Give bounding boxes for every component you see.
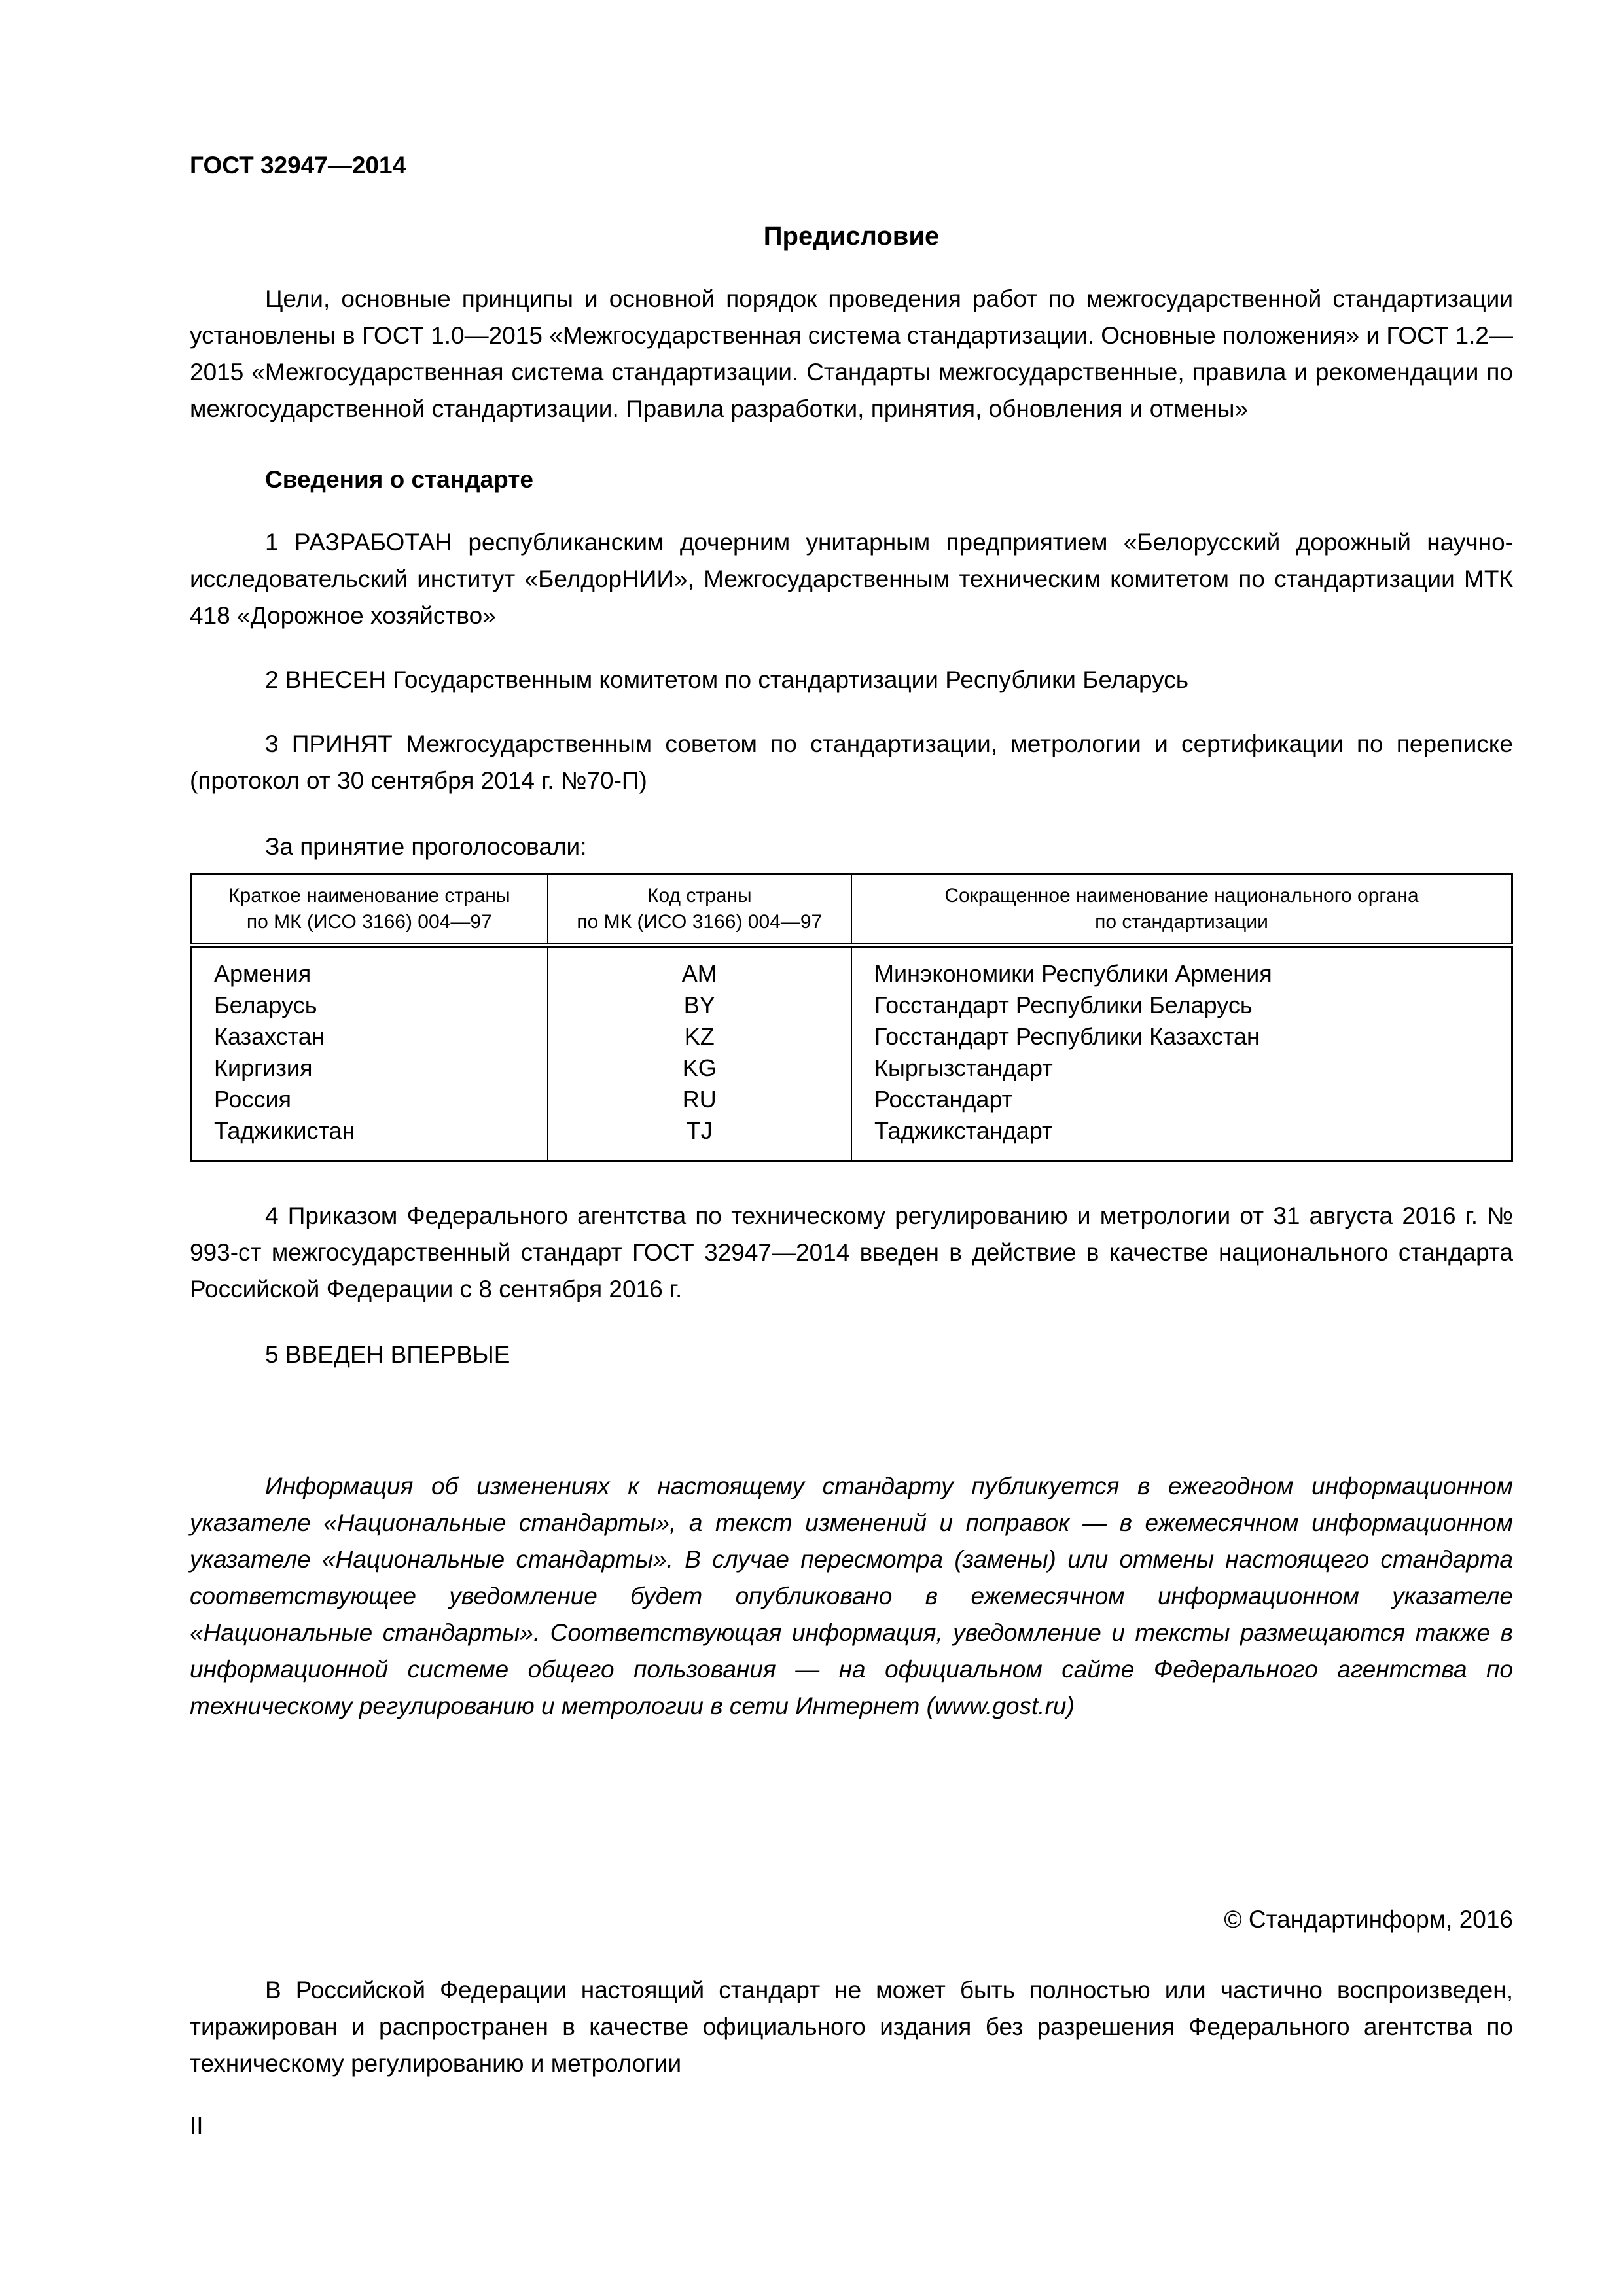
col-header-code-line2: по МК (ИСО 3166) 004—97 xyxy=(577,911,823,933)
col-header-org-line2: по стандартизации xyxy=(1095,911,1268,933)
col-header-org-line1: Сокращенное наименование национального органа xyxy=(944,885,1419,906)
intro-paragraph: Цели, основные принципы и основной порядок проведения работ по межгосударственной стандартизации установлены в ГОСТ 1.0—2015 «Межгосударственная система стандартизации. Основные положения» и ГОСТ 1.2—2015 «Межгосударственная система стандартизации. Стандарты межгосударственные, правила и рекомендации по межгосударственной стандартизации. Правила разработки, принятия, обновления и отмены» xyxy=(190,285,1513,422)
code-cell: RU xyxy=(548,1084,851,1115)
page-number: II xyxy=(190,2112,204,2139)
developed-paragraph: 1 РАЗРАБОТАН республиканским дочерним унитарным предприятием «Белорусский дорожный научно-исследовательский институт «БелдорНИИ», Межгосударственным техническим комитетом по стандартизации МТК 418 «Дорожное хозяйство» xyxy=(190,529,1513,629)
org-cell: Госстандарт Республики Беларусь xyxy=(851,990,1512,1021)
org-cell: Госстандарт Республики Казахстан xyxy=(851,1021,1512,1052)
col-header-country-line2: по МК (ИСО 3166) 004—97 xyxy=(246,911,492,933)
table-row xyxy=(191,1021,1512,1052)
table-header-row xyxy=(191,874,1512,946)
table-row xyxy=(191,946,1512,990)
changes-info-note: Информация об изменениях к настоящему стандарту публикуется в ежегодном информационном указателе «Национальные стандарты», а текст изменений и поправок — в ежемесячном информационном указателе «Национальные стандарты». В случае пересмотра (замены) или отмены настоящего стандарта соответствующее уведомление будет опубликовано в ежемесячном информационном указателе «Национальные стандарты». Соответствующая информация, уведомление и тексты размещаются также в информационной системе общего пользования — на официальном сайте Федерального агентства по техническому регулированию и метрологии в сети Интернет (www.gost.ru) xyxy=(190,1473,1513,1719)
country-cell: Россия xyxy=(191,1084,548,1115)
country-cell: Казахстан xyxy=(191,1021,548,1052)
org-cell: Минэкономики Республики Армения xyxy=(851,946,1512,990)
copyright-line: © Стандартинформ, 2016 xyxy=(1224,1906,1513,1933)
page-content xyxy=(190,147,1513,1725)
country-cell: Беларусь xyxy=(191,990,548,1021)
code-cell: TJ xyxy=(548,1115,851,1161)
country-cell: Армения xyxy=(191,946,548,990)
standard-info-heading: Сведения о стандарте xyxy=(265,466,533,493)
code-cell: AM xyxy=(548,946,851,990)
reproduction-note: В Российской Федерации настоящий стандарт не может быть полностью или частично воспроизведен, тиражирован и распространен в качестве официального издания без разрешения Федерального агентства по техническому регулированию и метрологии xyxy=(190,1977,1513,2077)
org-cell: Росстандарт xyxy=(851,1084,1512,1115)
votes-table-header xyxy=(191,874,1512,946)
col-header-country xyxy=(191,874,548,946)
adopted-paragraph: 3 ПРИНЯТ Межгосударственным советом по стандартизации, метрологии и сертификации по переписке (протокол от 30 сентября 2014 г. №70-П) xyxy=(190,730,1513,794)
org-cell: Таджикстандарт xyxy=(851,1115,1512,1161)
first-introduced-paragraph: 5 ВВЕДЕН ВПЕРВЫЕ xyxy=(265,1341,510,1368)
votes-table xyxy=(190,873,1513,1162)
order-paragraph: 4 Приказом Федерального агентства по техническому регулированию и метрологии от 31 августа 2016 г. № 993-ст межгосударственный стандарт ГОСТ 32947—2014 введен в действие в качестве национального стандарта Российской Федерации с 8 сентября 2016 г. xyxy=(190,1202,1513,1302)
table-row xyxy=(191,1115,1512,1161)
col-header-code-line1: Код страны xyxy=(647,885,752,906)
code-cell: KZ xyxy=(548,1021,851,1052)
col-header-org xyxy=(851,874,1512,946)
table-row xyxy=(191,990,1512,1021)
page-footer xyxy=(190,1901,1513,2082)
col-header-country-line1: Краткое наименование страны xyxy=(228,885,510,906)
table-row xyxy=(191,1052,1512,1084)
submitted-paragraph: 2 ВНЕСЕН Государственным комитетом по стандартизации Республики Беларусь xyxy=(265,666,1189,693)
org-cell: Кыргызстандарт xyxy=(851,1052,1512,1084)
vote-lead-text: За принятие проголосовали: xyxy=(265,833,587,860)
table-row xyxy=(191,1084,1512,1115)
col-header-code xyxy=(548,874,851,946)
doc-number-header: ГОСТ 32947—2014 xyxy=(190,152,406,179)
country-cell: Киргизия xyxy=(191,1052,548,1084)
code-cell: BY xyxy=(548,990,851,1021)
code-cell: KG xyxy=(548,1052,851,1084)
page-title: Предисловие xyxy=(763,222,940,251)
votes-table-body xyxy=(191,946,1512,1161)
country-cell: Таджикистан xyxy=(191,1115,548,1161)
